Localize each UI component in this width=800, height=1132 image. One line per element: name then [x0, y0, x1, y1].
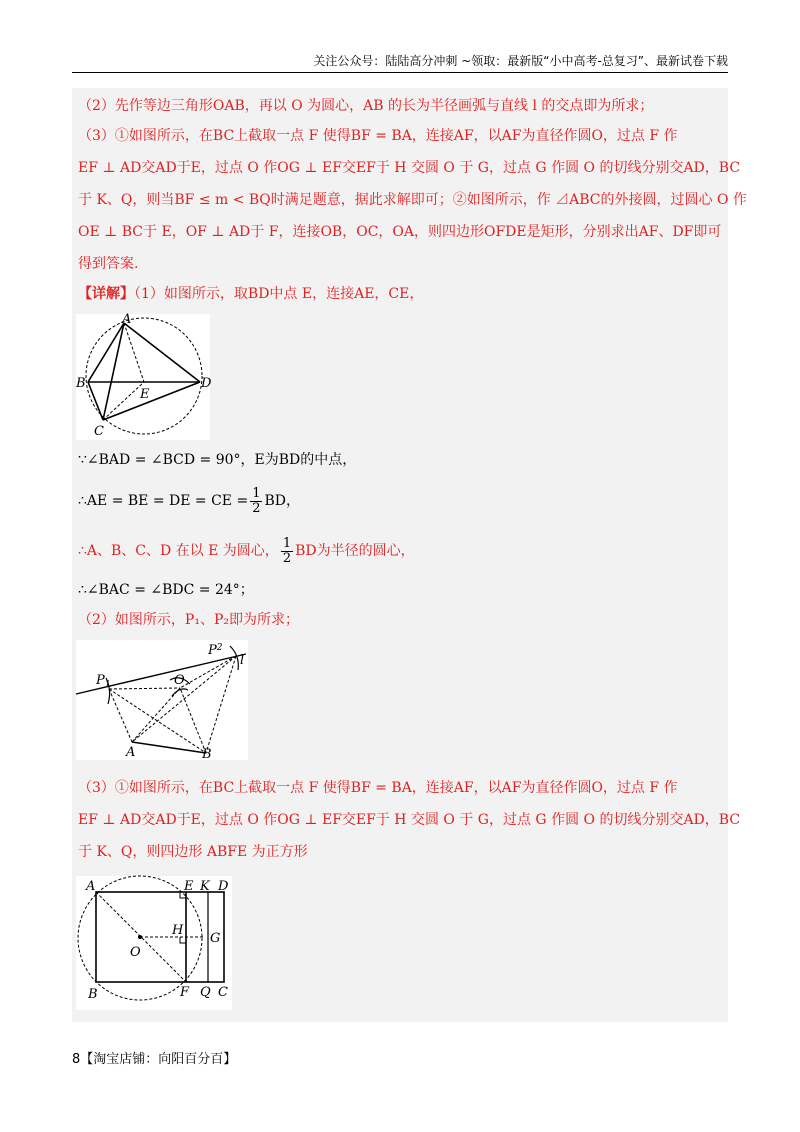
segment-ad: [124, 323, 200, 382]
figure-3-square: [76, 876, 232, 1010]
analysis-line-1: （2）先作等边三角形OAB，再以 O 为圆心，AB 的长为半径画弧与直线 l 的交点即为所求；: [78, 98, 654, 114]
label-c: C: [218, 985, 228, 1000]
p1-subscript: 1: [104, 680, 111, 690]
label-d: D: [218, 879, 229, 894]
label-p1: $P_1$: [96, 673, 111, 690]
step-3-right: BD为半径的圆心，: [295, 543, 415, 559]
part-3-line-1: （3）①如图所示，在BC上截取一点 F 使得BF = BA，连接AF，以AF为直径作圆O，过点 F 作: [78, 780, 678, 796]
label-l: l: [240, 653, 245, 668]
half-fraction-2: [281, 537, 293, 566]
step-2-left: ∴AE = BE = DE = CE =: [78, 493, 249, 509]
segment-bc: [88, 382, 103, 420]
part-2-heading: （2）如图所示，P₁、P₂即为所求；: [78, 612, 299, 628]
segment-ac: [103, 323, 124, 420]
label-o: O: [130, 945, 141, 960]
analysis-line-6: 得到答案.: [78, 256, 139, 272]
step-4: ∴∠BAC = ∠BDC = 24°；: [78, 582, 254, 598]
segment-ab: [132, 742, 206, 753]
fraction-denominator-2: 2: [282, 550, 292, 566]
label-a: A: [126, 745, 136, 760]
segment-p1o: [109, 688, 180, 689]
figure-1-svg: [76, 314, 210, 440]
center-o: [138, 935, 142, 939]
label-b: B: [76, 376, 86, 391]
label-a: A: [122, 312, 132, 327]
step-3-left: ∴A、B、C、D 在以 E 为圆心，: [78, 543, 279, 559]
step-2-right: BD，: [264, 493, 300, 509]
label-o: O: [174, 673, 185, 688]
arc-mark-o-2: [172, 689, 188, 696]
label-d: D: [201, 376, 212, 391]
label-b: B: [88, 987, 98, 1002]
page-footer: [72, 1048, 236, 1067]
segment-bo: [180, 688, 206, 753]
solution-panel: [72, 88, 747, 1022]
step-2: [78, 486, 722, 516]
label-g: G: [210, 931, 221, 946]
label-k: K: [200, 879, 210, 894]
detail-intro: [78, 284, 722, 304]
segment-p1a: [109, 689, 132, 742]
analysis-line-4: 于 K、Q，则当BF ≤ m < BQ时满足题意，据此求解即可；②如图所示，作 ⊿ABC的外接圆，过圆心 O 作: [78, 192, 747, 208]
figure-2-construction: [76, 640, 248, 760]
segment-ae: [124, 323, 144, 382]
step-1: ∵∠BAD = ∠BCD = 90°，E为BD的中点，: [78, 452, 357, 468]
figure-1-circle: [76, 314, 210, 440]
figure-3-svg: [76, 876, 232, 1010]
step-3: [78, 536, 722, 566]
label-q: Q: [200, 985, 211, 1000]
label-a: A: [86, 879, 96, 894]
label-h: H: [172, 923, 184, 938]
fraction-numerator-2: 1: [282, 535, 292, 551]
page-header: [72, 52, 728, 73]
header-text: 关注公众号：陆陆高分冲刺 ~领取：最新版“小中高考-总复习”、最新试卷下载: [313, 54, 728, 68]
analysis-line-5: OE ⊥ BC于 E，OF ⊥ AD于 F，连接OB，OC，OA，则四边形OFDE是矩形，分别求出AF、DF即可: [78, 224, 722, 240]
segment-cd: [103, 382, 200, 420]
label-p2: $P^2$: [208, 643, 223, 658]
page-number: 8: [72, 1052, 81, 1067]
part-3-line-2: EF ⊥ AD交AD于E，过点 O 作OG ⊥ EF交EF于 H 交圆 O 于 G，过点 G 作圆 O 的切线分别交AD，BC: [78, 812, 741, 828]
label-c: C: [94, 424, 104, 439]
label-e: E: [140, 387, 150, 402]
fraction-denominator: 2: [252, 500, 261, 516]
detail-intro-text: （1）如图所示，取BD中点 E，连接AE，CE，: [134, 286, 424, 302]
fraction-numerator: 1: [252, 485, 261, 501]
segment-p2b: [206, 656, 236, 753]
segment-ao: [132, 688, 180, 742]
footer-shop: 【淘宝店铺：向阳百分百】: [80, 1052, 237, 1067]
analysis-line-2: （3）①如图所示，在BC上截取一点 F 使得BF = BA，连接AF，以AF为直径作圆O，过点 F 作: [78, 128, 678, 144]
figure-2-svg: [76, 640, 248, 760]
analysis-line-3: EF ⊥ AD交AD于E，过点 O 作OG ⊥ EF交EF于 H 交圆 O 于 G，过点 G 作圆 O 的切线分别交AD，BC: [78, 160, 741, 176]
label-b: B: [202, 747, 212, 762]
label-f: F: [180, 985, 190, 1000]
p2-subscript: 2: [216, 643, 223, 653]
part-3-line-3: 于 K、Q，则四边形 ABFE 为正方形: [78, 844, 308, 860]
half-fraction: [250, 487, 262, 516]
label-e: E: [184, 879, 194, 894]
segment-ce: [103, 382, 144, 420]
detail-tag: 【详解】: [78, 286, 134, 302]
